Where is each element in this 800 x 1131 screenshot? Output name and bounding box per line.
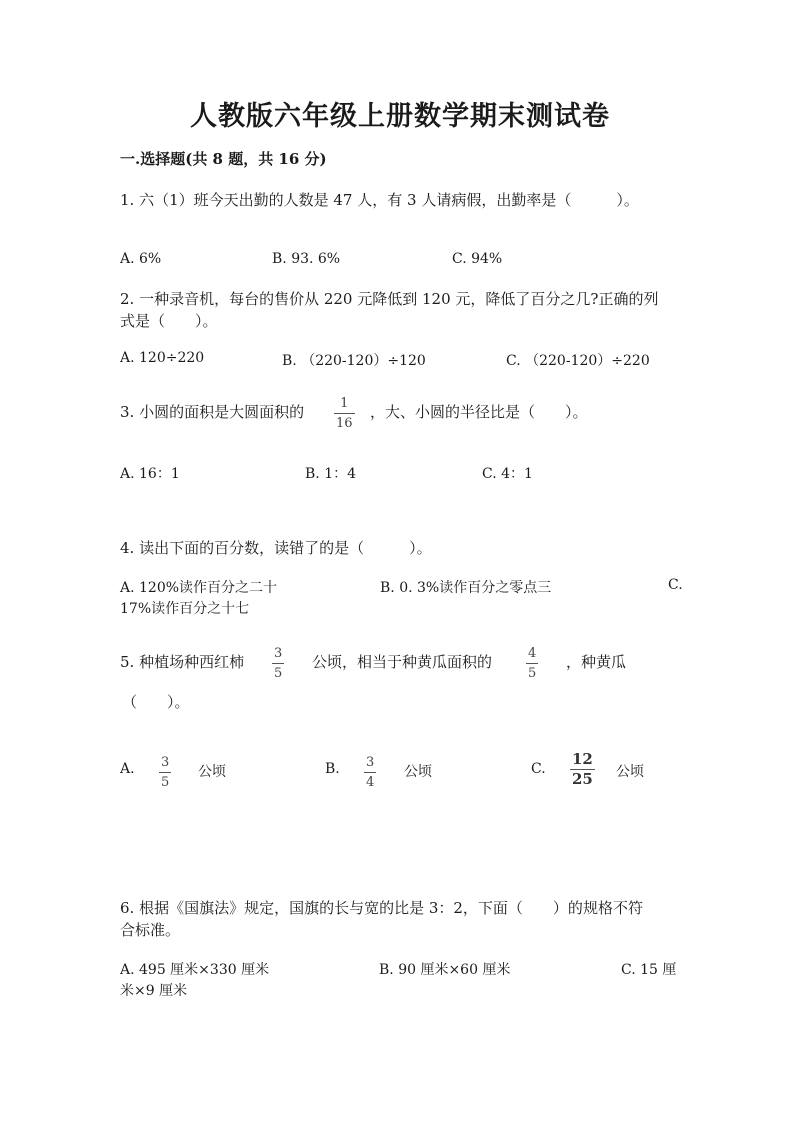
question-4-option-c-continued: 17%读作百分之十七 xyxy=(120,601,250,617)
fraction-denominator: 4 xyxy=(366,775,375,790)
fraction-denominator: 5 xyxy=(161,775,170,790)
question-3-option-a: A. 16：1 xyxy=(120,466,180,482)
question-2-line-1: 2. 一种录音机，每台的售价从 220 元降低到 120 元，降低了百分之几?正确的列 xyxy=(120,290,659,308)
question-3-option-b: B. 1：4 xyxy=(305,466,357,482)
question-5-option-a-fraction xyxy=(159,755,171,790)
question-5-option-c-label: C. xyxy=(531,761,546,777)
question-5-fraction-1 xyxy=(272,646,284,681)
question-5-option-b-label: B. xyxy=(325,761,340,777)
question-5-option-b-fraction xyxy=(364,755,376,790)
question-5-option-b-unit: 公顷 xyxy=(404,764,432,780)
question-6-line-2: 合标准。 xyxy=(120,921,181,939)
question-6-option-b: B. 90 厘米×60 厘米 xyxy=(379,962,511,978)
fraction-denominator: 5 xyxy=(274,666,283,681)
question-4-text: 4. 读出下面的百分数，读错了的是（ ）。 xyxy=(120,539,432,557)
fraction-numerator: 12 xyxy=(572,750,593,768)
question-5-option-c-fraction xyxy=(570,752,595,787)
question-2-line-2: 式是（ ）。 xyxy=(120,312,218,330)
question-3-text-before: 3. 小圆的面积是大圆面积的 xyxy=(120,403,305,421)
fraction-bar xyxy=(272,663,284,664)
question-2-option-a: A. 120÷220 xyxy=(120,350,205,366)
fraction-denominator: 5 xyxy=(528,666,537,681)
fraction-bar xyxy=(364,772,376,773)
fraction-numerator: 4 xyxy=(528,646,537,661)
fraction-denominator: 25 xyxy=(572,770,593,788)
question-1-text: 1. 六（1）班今天出勤的人数是 47 人，有 3 人请病假，出勤率是（ ）。 xyxy=(120,191,639,209)
question-5-text-part-2: 公顷，相当于种黄瓜面积的 xyxy=(312,653,493,671)
question-5-text-part-3: ，种黄瓜 xyxy=(566,653,627,671)
question-3-option-c: C. 4：1 xyxy=(482,466,533,482)
question-4-option-c: C. xyxy=(668,577,683,593)
question-5-option-c-unit: 公顷 xyxy=(616,764,644,780)
question-6-line-1: 6. 根据《国旗法》规定，国旗的长与宽的比是 3：2，下面（ ）的规格不符 xyxy=(120,899,643,917)
fraction-bar xyxy=(334,413,355,414)
question-3-text-after: ，大、小圆的半径比是（ ）。 xyxy=(370,403,588,421)
question-5-line-2: （ ）。 xyxy=(122,693,190,711)
fraction-denominator: 16 xyxy=(336,416,353,431)
question-3-fraction xyxy=(334,396,355,431)
fraction-bar xyxy=(159,772,171,773)
fraction-numerator: 3 xyxy=(274,646,283,661)
fraction-numerator: 3 xyxy=(366,755,375,770)
question-5-option-a-unit: 公顷 xyxy=(198,764,226,780)
fraction-numerator: 3 xyxy=(161,755,170,770)
question-6-option-c: C. 15 厘 xyxy=(621,962,677,978)
question-1-option-c: C. 94% xyxy=(452,251,503,267)
question-1-option-a: A. 6% xyxy=(120,251,162,267)
question-5-fraction-2 xyxy=(526,646,538,681)
fraction-bar xyxy=(526,663,538,664)
question-5-text-part-1: 5. 种植场种西红柿 xyxy=(120,653,245,671)
question-6-option-a: A. 495 厘米×330 厘米 xyxy=(120,962,270,978)
question-4-option-b: B. 0. 3%读作百分之零点三 xyxy=(380,580,552,596)
fraction-numerator: 1 xyxy=(340,396,349,411)
section-heading: 一.选择题(共 8 题，共 16 分) xyxy=(120,150,327,168)
question-5-option-a-label: A. xyxy=(120,761,135,777)
question-1-option-b: B. 93. 6% xyxy=(272,251,341,267)
question-2-option-c: C. （220-120）÷220 xyxy=(506,353,650,369)
question-2-option-b: B. （220-120）÷120 xyxy=(282,353,426,369)
page-title: 人教版六年级上册数学期末测试卷 xyxy=(190,101,610,132)
question-4-option-a: A. 120%读作百分之二十 xyxy=(120,580,278,596)
question-6-option-c-continued: 米×9 厘米 xyxy=(120,983,188,999)
